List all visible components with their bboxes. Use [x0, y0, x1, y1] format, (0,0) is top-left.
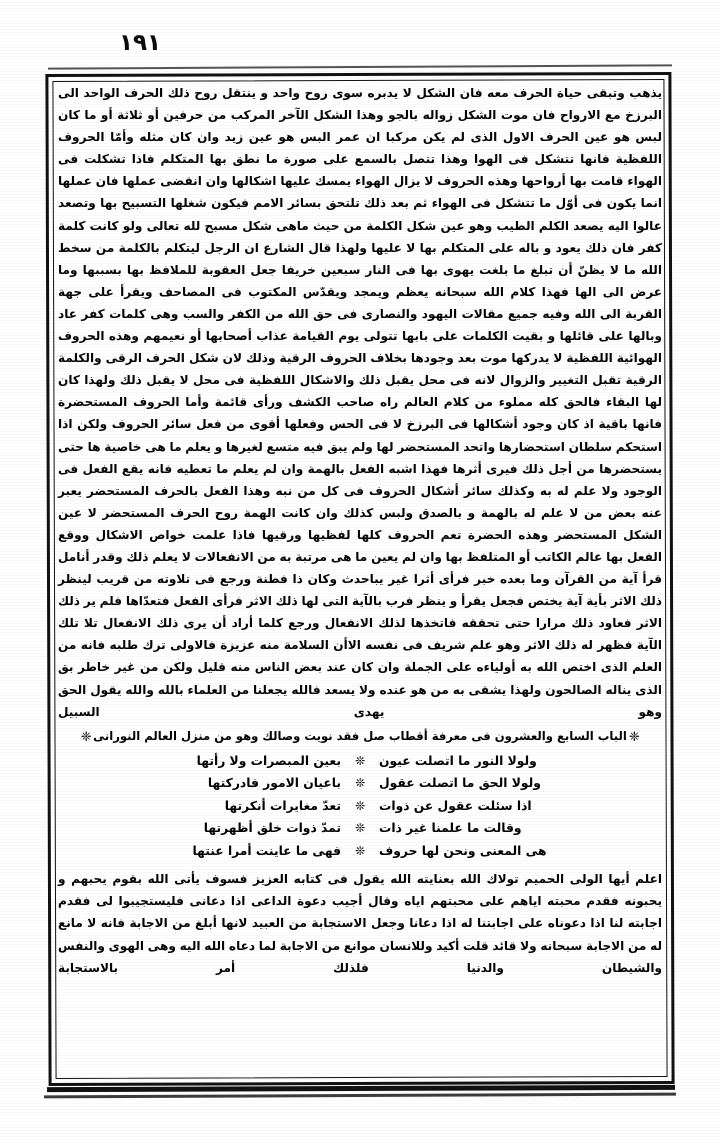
ornament-icon-left: ❈	[80, 729, 92, 745]
verse-line	[58, 840, 662, 863]
verse-hemistich-left: بعين المبصرات ولا رأتها	[196, 753, 341, 768]
verse-hemistich-right: ولولا الحق ما اتصلت عقول	[379, 776, 541, 791]
closing-prose-block	[58, 868, 662, 978]
verse-hemistich-right: ولولا النور ما اتصلت عيون	[379, 753, 537, 768]
verse-separator-icon: ❊	[355, 843, 365, 858]
chapter-heading	[58, 725, 662, 747]
main-prose-block	[58, 82, 662, 723]
frame-bottom-rule	[47, 1085, 675, 1092]
verse-line	[58, 772, 662, 795]
verse-line	[58, 750, 662, 773]
verse-line	[58, 817, 662, 840]
verse-hemistich-left: فهى ما عاينت أمرا عنتها	[192, 843, 341, 858]
verse-hemistich-right: هى المعنى ونحن لها حروف	[379, 843, 547, 858]
ornament-icon-right: ❈	[628, 729, 640, 745]
poem-block	[58, 750, 662, 863]
frame-top-rule	[48, 64, 672, 69]
paragraph: اعلم أيها الولى الحميم تولاك الله بعنايته الله يقول فى كتابه العزيز فسوف يأتى الله بقوم يحبهم و يحبونه فقدم محبته اياهم على محبتهم اياه وقال أجيب دعوة الداعى اذا دعانى فليستجيبوا لى فقدم اجابته لنا اذا دعوناه على اجابتنا له اذا دعانا وجعل الاستجابة من العبيد لانها أبلغ من الاجابة فانه لا مانع له من الاجابة سبحانه ولا قائد قلت أكيد وللانسان موانع من الاجابة لما دعاه الله اليه وهى الهوى والنفس والشيطان والدنيا فلذلك أمر بالاستجابة	[58, 872, 662, 975]
verse-hemistich-left: باعيان الامور فادركتها	[207, 776, 341, 791]
verse-separator-icon: ❊	[355, 753, 365, 768]
page-number: ١٩١	[118, 30, 162, 56]
page-text-body	[58, 82, 662, 1078]
verse-hemistich-left: تعدّ مغايرات أنكرتها	[224, 798, 341, 813]
verse-hemistich-left: تمدّ ذوات خلق أظهرتها	[203, 821, 341, 836]
paragraph: يذهب وتبقى حياة الحرف معه فان الشكل لا يدبره سوى روح واحد و ينتقل روح ذلك الحرف الواحد الى البرزخ مع الارواح فان موت الشكل زواله بالجو وهذا الشكل الآخر المركب من حرفين أو ثلاثة أو ما كان لبس هو عين الحرف الاول الذى لم يكن مركبا ان عمر البس هو عين زيد وان كان مثله وأمّا الحروف اللفظية فانها تتشكل فى الهوا وهذا تتصل بالسمع على صورة ما نطق بها المتكلم فاذا تشكلت فى الهواء قامت بها أرواحها وهذه الحروف لا يزال الهواء يمسك عليها اشكالها وان انقضى عملها فان عملها انما يكون فى أوّل ما تتشكل فى الهواء ثم بعد ذلك تلتحق بسائر الامم فيكون شغلها التسبيح بها وتصعد عالوا اليه يصعد الكلم الطيب وهو عين شكل الكلمة من حيث ماهى شكل مسبح لله تعالى ولو كانت كلمة كفر فان ذلك يعود و باله على المتكلم بها لا عليها ولهذا قال الشارع ان الرجل ليتكلم بالكلمة من سخط الله ما لا يظنّ أن تبلغ ما بلغت يهوى بها فى النار سبعين خريفا جعل العقوبة للملافظ بها بسببها وما عرض الى الها فهذا كلام الله سبحانه يعظم ويمجد ويقدّس المكتوب فى المصاحف ويقرأ على جهة القربة الى الله وفيه جميع مقالات اليهود والنصارى فى حق الله من الكفر والسب وهى كلمات كفر عاد وبالها على قائلها و بقيت الكلمات على بابها تتولى يوم القيامة عذاب أصحابها أو نعيمهم وهذه الحروف الهوائية اللفظية لا يدركها موت بعد وجودها بخلاف الحروف الرقية وذلك لان شكل الحرف الرقى والكلمة الرقية تقبل التغيير والزوال لانه فى محل يقبل ذلك والاشكال اللفظية فى محل لا يقبل ذلك ولهذا كان لها البقاء فالحق كله مملوء من كلام العالم راه صاحب الكشف ورأى قائمة وأما الحروف المستحضرة فانها باقية اذ كان وجود أشكالها فى البرزخ لا فى الحس وفعلها أقوى من فعل سائر الحروف ولكن اذا استحكم سلطان استحضارها واتحد المستحضر لها ولم يبق فيه متسع لغيرها و يعلم ما هى خاصية ها حتى يستحضرها من أجل ذلك فيرى أثرها فهذا اشبه الفعل بالهمة وان لم يعلم ما تعطيه فانه يقع الفعل فى الوجود ولا علم له به وكذلك سائر أشكال الحروف فى كل من نبه وهذا الفعل بالحرف المستحضر يعبر عنه بعض من لا علم له بالهمة و بالصدق ولبس كذلك وان كانت الهمة روح الحرف المستحضر لا عين الشكل المستحضر وهذه الحضرة تعم الحروف كلها لفظيها ورقيها فاذا علمت خواص الاشكال ووقع الفعل بها عالم الكاتب أو المتلفظ بها وان لم يعين ما هى مرتبة به من الانفعالات لا يعلم ذلك وقدر أنامل قرأ آية من القرآن وما بعده خبر فرأى أثرا غير يباحدث وكان ذا فطنة ورجع فى تلاوته من قريب لينظر ذلك الاثر بأية آية يختص فجعل يقرأ و ينظر فرب بالآية التى لها ذلك الاثر فرأى الفعل فتعدّاها فلم ير ذلك الاثر فعاود ذلك مرارا حتى تحققه فاتخذها لذلك الانفعال ورجع كلما أراد أن يرى ذلك الانفعال تلا تلك الآية فظهر له ذلك الاثر وهو علم شريف فى نفسه الاأن السلامة منه عزيزة فالاولى ترك طلبه فانه من العلم الذى اختص الله به أولياءه على الجملة وان كان عند بعض الناس منه قليل ولكن من غير خاطر بق الذى يناله الصالحون ولهذا يشقى به من هو عنده ولا يسعد فالله يجعلنا من العلماء بالله والله يقول الحق وهو يهدى السبيل	[58, 86, 662, 719]
chapter-heading-text: الباب السابع والعشرون فى معرفة أقطاب صل فقد نويت وصالك وهو من منزل العالم النورانى	[93, 728, 627, 743]
frame-bottom-rule-secondary	[44, 1093, 676, 1099]
verse-line	[58, 795, 662, 818]
verse-hemistich-right: وقالت ما علمنا غير ذات	[379, 821, 522, 836]
verse-hemistich-right: اذا سئلت عقول عن ذوات	[379, 798, 532, 813]
verse-separator-icon: ❊	[355, 798, 365, 813]
verse-separator-icon: ❊	[355, 776, 365, 791]
verse-separator-icon: ❊	[355, 821, 365, 836]
